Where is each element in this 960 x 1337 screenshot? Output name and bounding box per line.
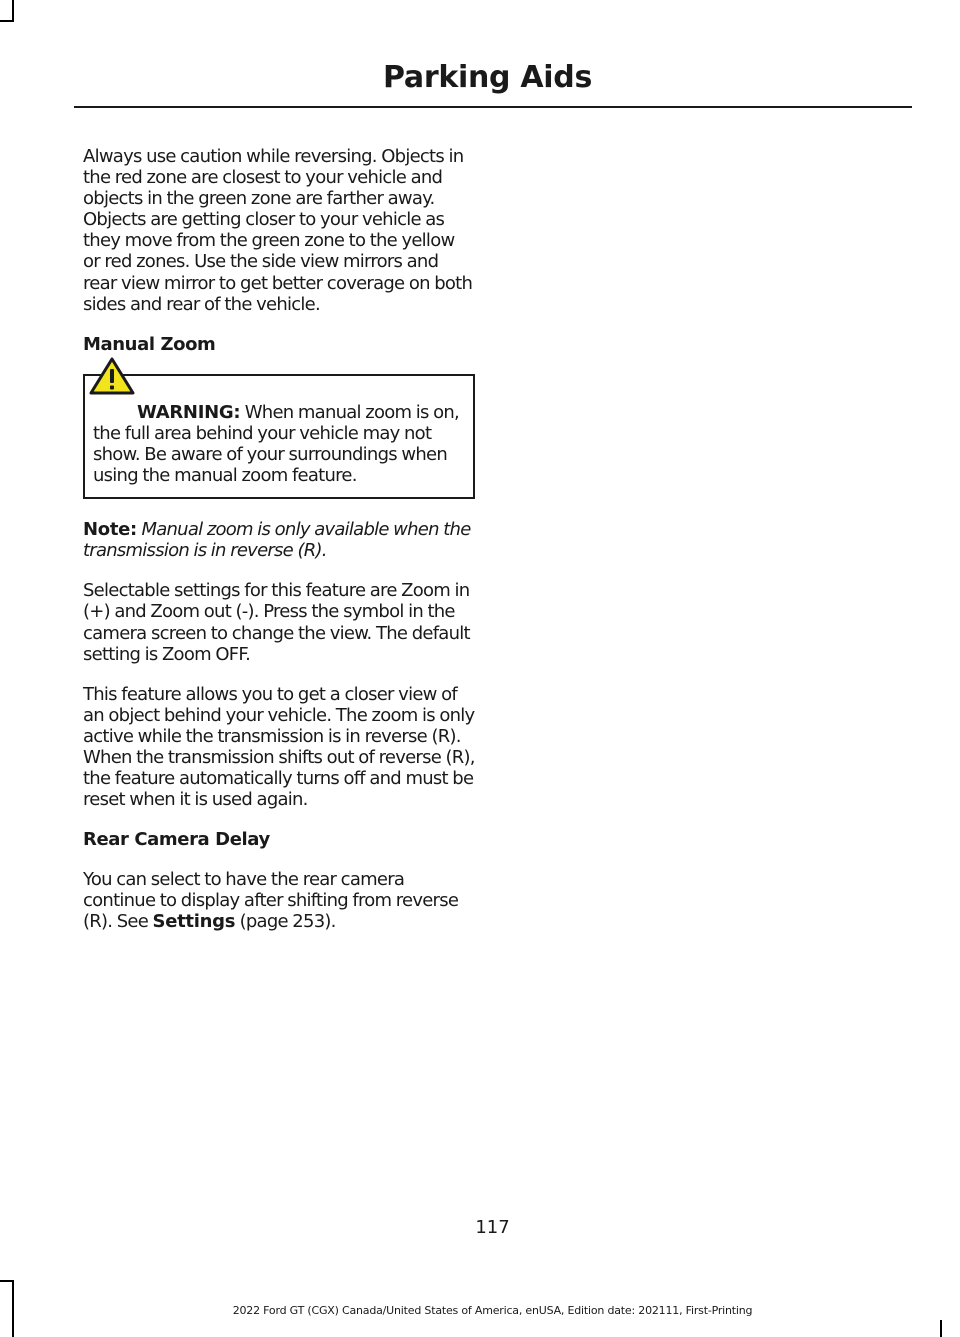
warning-label: WARNING:	[137, 401, 241, 423]
warning-text: When manual zoom is on, the full area behind your vehicle may not show. Be aware of your surroundings when using the manual zoom feature.	[93, 401, 460, 487]
page-number: 117	[475, 1217, 510, 1238]
delay-paragraph	[83, 869, 475, 932]
crop-mark-bottom-left-horizontal	[0, 1280, 14, 1282]
settings-link[interactable]: Settings	[152, 911, 236, 933]
warning-triangle-icon	[89, 356, 135, 401]
note-label: Note:	[83, 519, 137, 541]
warning-triangle-icon-graphic	[89, 356, 135, 396]
crop-mark-top-left-vertical	[12, 0, 14, 20]
edition-footer: 2022 Ford GT (CGX) Canada/United States of America, enUSA, Edition date: 202111, First-Printing	[232, 1304, 753, 1317]
delay-text-before: You can select to have the rear camera continue to display after shifting from reverse (R). See	[83, 869, 459, 933]
note	[83, 519, 475, 561]
content-column	[83, 146, 475, 952]
header-divider	[74, 106, 912, 108]
warning-box	[83, 374, 475, 499]
note-text: Manual zoom is only available when the transmission is in reverse (R).	[83, 519, 471, 562]
rear-camera-delay-heading: Rear Camera Delay	[83, 829, 270, 851]
feature-paragraph: This feature allows you to get a closer view of an object behind your vehicle. The zoom is only active while the transmission is in reverse (R). When the transmission shifts out of reverse (R), the feature automatically turns off and must be reset when it is used again.	[83, 683, 475, 811]
intro-paragraph: Always use caution while reversing. Objects in the red zone are closest to your vehicle and objects in the green zone are farther away. Objects are getting closer to your vehicle as they move from the green zone to the yellow or red zones. Use the side view mirrors and rear view mirror to get better coverage on both sides and rear of the vehicle.	[83, 146, 473, 315]
delay-text-after: (page 253).	[235, 911, 336, 933]
settings-paragraph: Selectable settings for this feature are Zoom in (+) and Zoom out (-). Press the symbol in the camera screen to change the view. The default setting is Zoom OFF.	[83, 580, 470, 665]
manual-zoom-heading: Manual Zoom	[83, 333, 216, 355]
crop-mark-top-left-horizontal	[0, 20, 14, 22]
section-title: Parking Aids	[383, 60, 592, 95]
crop-mark-bottom-right-vertical	[940, 1320, 942, 1337]
